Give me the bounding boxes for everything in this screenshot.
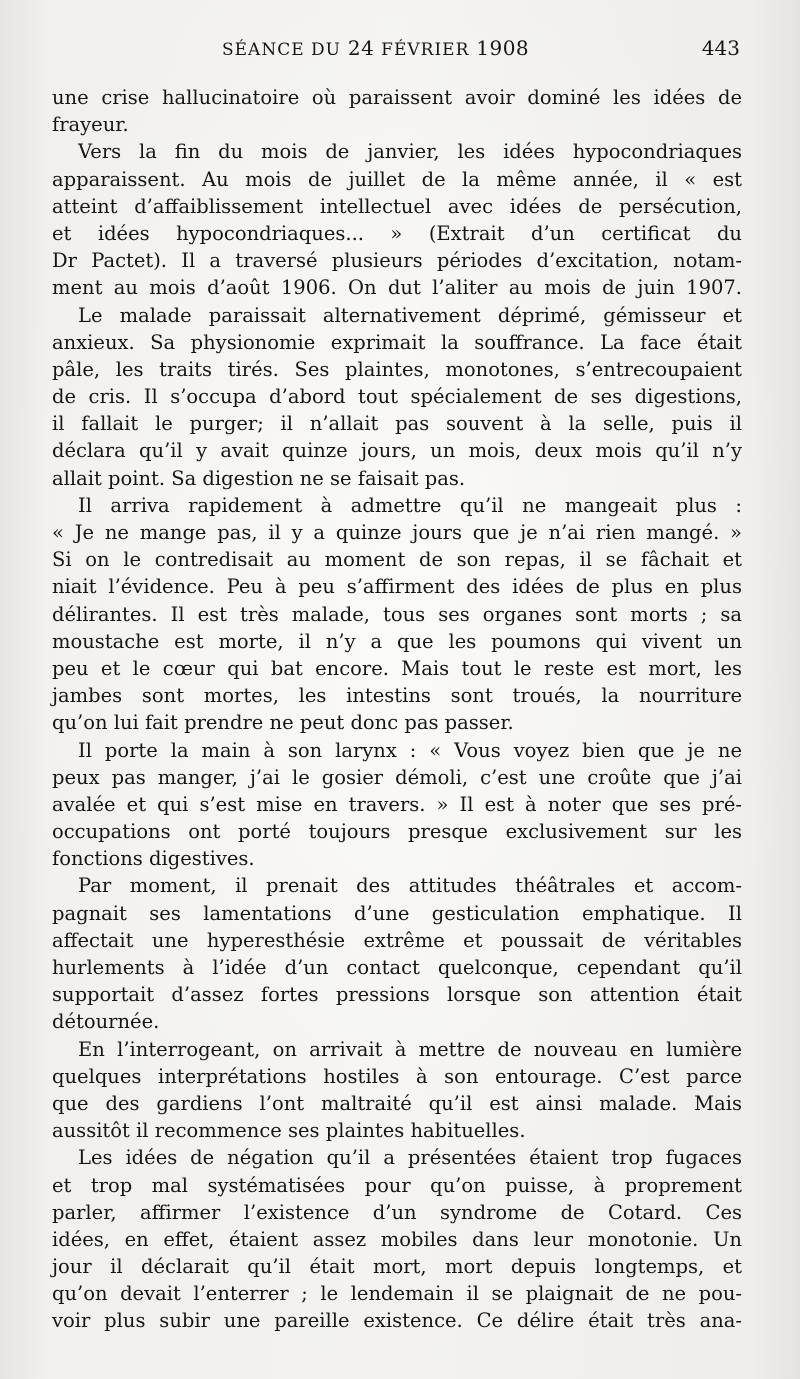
text-line: ment au mois d’août 1906. On dut l’aliter au mois de juin 1907. bbox=[52, 276, 742, 300]
running-head-seance: SÉANCE DU bbox=[222, 40, 341, 60]
text-line: jour il déclarait qu’il était mort, mort depuis longtemps, et bbox=[52, 1255, 742, 1279]
text-line: jambes sont mortes, les intestins sont troués, la nourriture bbox=[52, 684, 742, 708]
page-number: 443 bbox=[701, 36, 740, 60]
text-line: Il arriva rapidement à admettre qu’il ne mangeait plus : bbox=[78, 493, 742, 517]
text-line: frayeur. bbox=[52, 113, 129, 137]
text-line: détournée. bbox=[52, 1010, 160, 1034]
text-line: Par moment, il prenait des attitudes théâtrales et accom- bbox=[78, 874, 742, 898]
text-line: Le malade paraissait alternativement déprimé, gémisseur et bbox=[78, 303, 742, 327]
text-line: fonctions digestives. bbox=[52, 847, 255, 871]
text-line: Les idées de négation qu’il a présentées étaient trop fugaces bbox=[78, 1146, 742, 1170]
text-line: peux pas manger, j’ai le gosier démoli, c’est une croûte que j’ai bbox=[52, 765, 742, 789]
text-line: de cris. Il s’occupa d’abord tout spécialement de ses digestions, bbox=[52, 385, 742, 409]
text-line: Dr Pactet). Il a traversé plusieurs périodes d’excitation, notam- bbox=[52, 249, 742, 273]
running-head bbox=[222, 36, 529, 60]
text-line: que des gardiens l’ont maltraité qu’il est ainsi malade. Mais bbox=[52, 1091, 742, 1115]
body-text bbox=[52, 84, 742, 1335]
text-line: allait point. Sa digestion ne se faisait pas. bbox=[52, 466, 466, 490]
text-line: quelques interprétations hostiles à son entourage. C’est parce bbox=[52, 1064, 742, 1088]
text-line: supportait d’assez fortes pressions lorsque son attention était bbox=[52, 983, 742, 1007]
running-head-day: 24 bbox=[347, 36, 375, 60]
page-header bbox=[0, 36, 800, 68]
text-line: parler, affirmer l’existence d’un syndrome de Cotard. Ces bbox=[52, 1200, 742, 1224]
text-line: pâle, les traits tirés. Ses plaintes, monotones, s’entrecoupaient bbox=[52, 357, 742, 381]
text-line: délirantes. Il est très malade, tous ses organes sont morts ; sa bbox=[52, 602, 742, 626]
text-line: affectait une hyperesthésie extrême et poussait de véritables bbox=[52, 928, 742, 952]
text-line: idées, en effet, étaient assez mobiles dans leur monotonie. Un bbox=[52, 1227, 742, 1251]
text-line: En l’interrogeant, on arrivait à mettre de nouveau en lumière bbox=[78, 1037, 742, 1061]
text-line: apparaissent. Au mois de juillet de la même année, il « est bbox=[52, 167, 742, 191]
running-head-year: 1908 bbox=[476, 36, 530, 60]
text-line: « Je ne mange pas, il y a quinze jours que je n’ai rien mangé. » bbox=[52, 521, 742, 544]
text-line: niait l’évidence. Peu à peu s’affirment des idées de plus en plus bbox=[52, 575, 742, 599]
text-line: une crise hallucinatoire où paraissent avoir dominé les idées de bbox=[52, 86, 742, 109]
text-line: Vers la fin du mois de janvier, les idées hypocondriaques bbox=[78, 140, 742, 164]
text-line: anxieux. Sa physionomie exprimait la souffrance. La face était bbox=[52, 330, 742, 354]
text-line: et idées hypocondriaques... » (Extrait d’un certificat du bbox=[52, 221, 742, 245]
text-line: il fallait le purger; il n’allait pas souvent à la selle, puis il bbox=[52, 412, 742, 436]
text-line: et trop mal systématisées pour qu’on puisse, à proprement bbox=[52, 1173, 742, 1197]
text-line: occupations ont porté toujours presque exclusivement sur les bbox=[52, 820, 742, 844]
text-line: aussitôt il recommence ses plaintes habituelles. bbox=[52, 1119, 526, 1143]
text-line: avalée et qui s’est mise en travers. » Il est à noter que ses pré- bbox=[52, 792, 742, 816]
text-line: Il porte la main à son larynx : « Vous voyez bien que je ne bbox=[78, 738, 742, 762]
running-head-month: FÉVRIER bbox=[381, 40, 470, 60]
text-line: hurlements à l’idée d’un contact quelconque, cependant qu’il bbox=[52, 956, 742, 979]
text-line: pagnait ses lamentations d’une gesticulation emphatique. Il bbox=[52, 901, 742, 925]
text-line: peu et le cœur qui bat encore. Mais tout le reste est mort, les bbox=[52, 656, 742, 680]
text-line: qu’on devait l’enterrer ; le lendemain il se plaignait de ne pou- bbox=[52, 1282, 742, 1306]
text-line: voir plus subir une pareille existence. Ce délire était très ana- bbox=[52, 1309, 742, 1333]
text-line: Si on le contredisait au moment de son repas, il se fâchait et bbox=[52, 548, 742, 572]
text-line: qu’on lui fait prendre ne peut donc pas passer. bbox=[52, 711, 514, 735]
text-line: atteint d’affaiblissement intellectuel avec idées de persécution, bbox=[52, 194, 742, 218]
text-line: moustache est morte, il n’y a que les poumons qui vivent un bbox=[52, 629, 742, 653]
text-line: déclara qu’il y avait quinze jours, un mois, deux mois qu’il n’y bbox=[52, 439, 742, 463]
